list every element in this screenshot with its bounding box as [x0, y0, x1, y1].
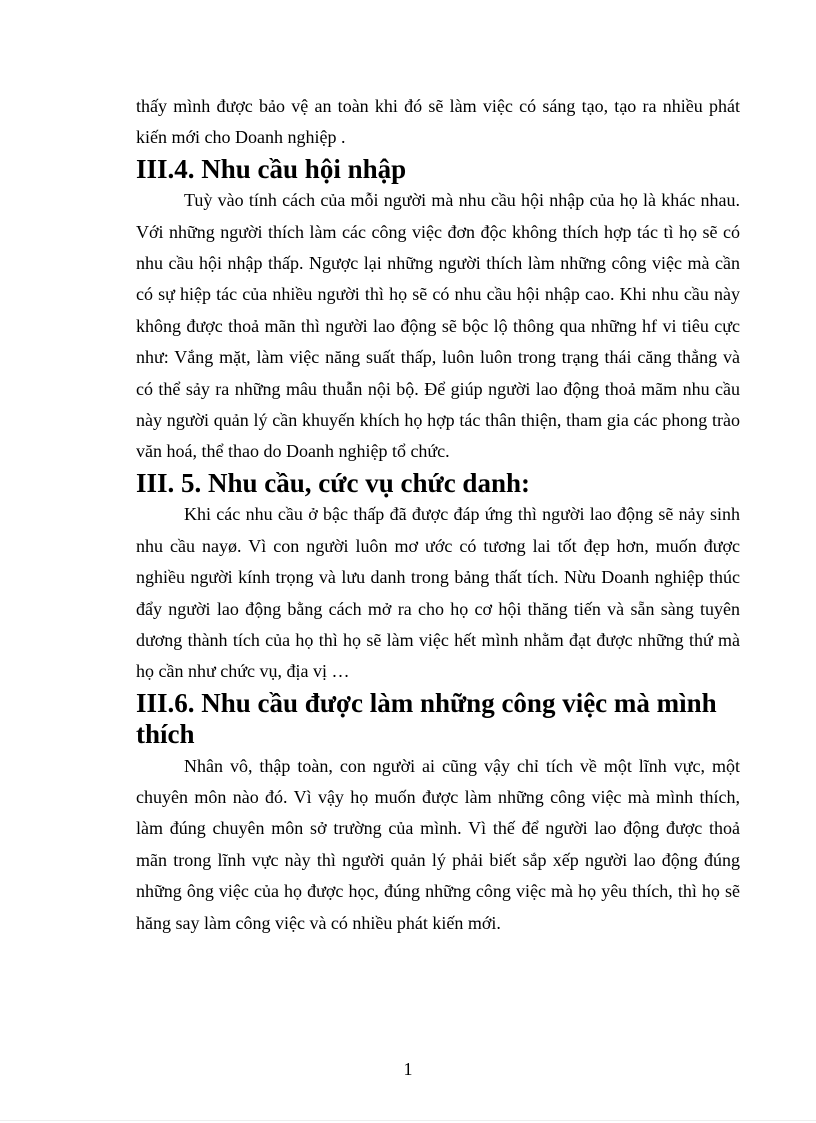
section-heading-preferred-work-needs: III.6. Nhu cầu được làm những công việc mà mình thích: [136, 687, 717, 750]
section-body-position-title-needs: Khi các nhu cầu ở bậc thấp đã được đáp ứng thì người lao động sẽ nảy sinh nhu cầu nayø. Vì con người luôn mơ ước có tương lai tốt đẹp hơn, muốn được nghiều người kính trọng và lưu danh trong bảng thất tích. Nừu Doanh nghiệp thúc đẩy người lao động bằng cách mở ra cho họ cơ hội thăng tiến và sẵn sàng tuyên dương thành tích của họ thì họ sẽ làm việc hết mình nhằm đạt được những thứ mà họ cần như chức vụ, địa vị …: [136, 504, 740, 682]
page-bottom-divider: [0, 1120, 816, 1121]
document-body: [136, 91, 740, 939]
page-number: 1: [403, 1059, 413, 1079]
intro-paragraph: thấy mình được bảo vệ an toàn khi đó sẽ làm việc có sáng tạo, tạo ra nhiều phát kiến mới cho Doanh nghiệp .: [136, 96, 740, 148]
section-heading-position-title-needs: III. 5. Nhu cầu, cức vụ chức danh:: [136, 467, 530, 498]
section-body-preferred-work-needs: Nhân vô, thập toàn, con người ai cũng vậy chỉ tích về một lĩnh vực, một chuyên môn nào đó. Vì vậy họ muốn được làm những công việc mà mình thích, làm đúng chuyên môn sở trường của mình. Vì thế để người lao động được thoả mãn trong lĩnh vực này thì người quản lý phải biết sắp xếp người lao động đúng những ông việc của họ được học, đúng những công việc mà họ yêu thích, thì họ sẽ hăng say làm công việc và có nhiều phát kiến mới.: [136, 755, 740, 933]
section-body-integration-needs: Tuỳ vào tính cách của mỗi người mà nhu cầu hội nhập của họ là khác nhau. Với những người thích làm các công việc đơn độc không thích hợp tác tì họ sẽ có nhu cầu hội nhập thấp. Ngược lại những người thích làm những công việc mà cần có sự hiệp tác của nhiều người thì họ sẽ có nhu cầu hội nhập cao. Khi nhu cầu này không được thoả mãn thì người lao động sẽ bộc lộ thông qua những hf vi tiêu cực như: Vắng mặt, làm việc năng suất thấp, luôn luôn trong trạng thái căng thẳng và có thể sảy ra những mâu thuẫn nội bộ. Để giúp người lao động thoả mãm nhu cầu này người quản lý cần khuyến khích họ hợp tác thân thiện, tham gia các phong trào văn hoá, thể thao do Doanh nghiệp tổ chức.: [136, 190, 740, 462]
section-heading-integration-needs: III.4. Nhu cầu hội nhập: [136, 153, 407, 184]
